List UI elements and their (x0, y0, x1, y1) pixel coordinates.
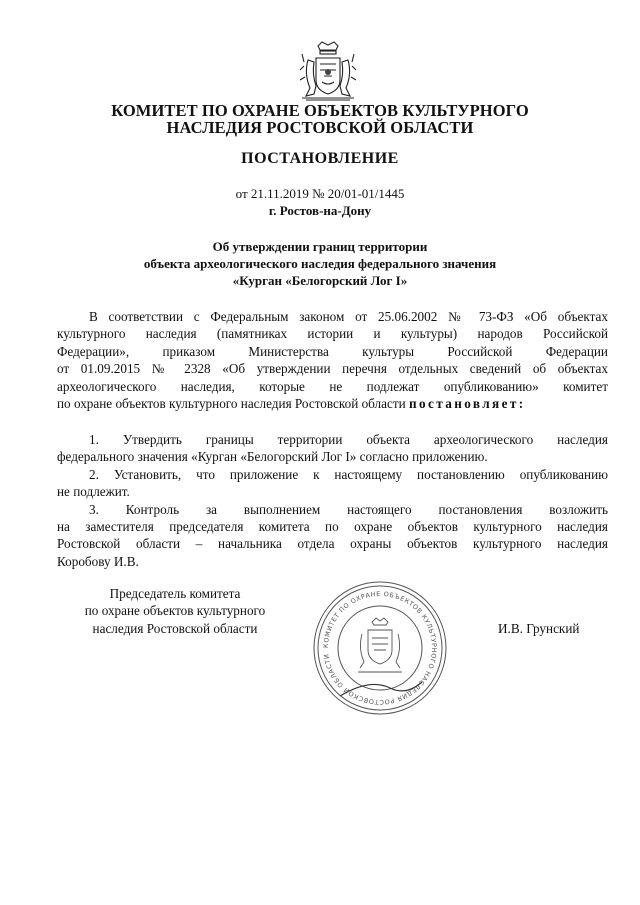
subject-line-3: «Курган «Белогорский Лог I» (232, 273, 408, 288)
organization-line-1: КОМИТЕТ ПО ОХРАНЕ ОБЪЕКТОВ КУЛЬТУРНОГО (111, 101, 529, 120)
signatory-title (60, 585, 290, 637)
organization-line-2: НАСЛЕДИЯ РОСТОВСКОЙ ОБЛАСТИ (166, 118, 474, 137)
preamble-line: Федерации», приказом Министерства культуры Российской Федерации (57, 343, 608, 359)
decree-items (57, 431, 608, 570)
item-2-line-2: не подлежит. (57, 484, 130, 500)
signer-name: И.В. Грунский (498, 621, 580, 636)
coat-of-arms-icon (296, 40, 360, 102)
subject-line-2: объекта археологического наследия федерального значения (143, 256, 497, 271)
preamble-line: В соответствии с Федеральным законом от 25.06.2002 № 73-ФЗ «Об объектах (89, 309, 608, 324)
item-3-line-4: Коробову И.В. (57, 553, 139, 569)
item-1-line-2: федерального значения «Курган «Белогорский Лог I» согласно приложению. (57, 449, 488, 465)
item-3-line-1: 3. Контроль за выполнением настоящего постановления возложить (89, 501, 608, 517)
date-and-number: от 21.11.2019 № 20/01-01/1445 (235, 186, 405, 201)
preamble-paragraph (57, 308, 608, 412)
item-1-line-1: 1. Утвердить границы территории объекта археологического наследия (89, 432, 608, 447)
preamble-line-text: по охране объектов культурного наследия Ростовской области (57, 396, 406, 412)
item-3-line-3: Ростовской области – начальника отдела охраны объектов культурного наследия (57, 536, 608, 552)
preamble-line: культурного наследия (памятниках истории и культуры) народов Российской (57, 326, 608, 342)
document-subject (40, 238, 600, 289)
organization-name (40, 102, 600, 136)
preamble-last-line (57, 395, 608, 412)
decree-word: постановляет: (408, 396, 526, 412)
signatory-title-line-2: по охране объектов культурного (84, 603, 266, 619)
preamble-line: археологического наследия, которые не подлежат опубликованию» комитет (57, 378, 608, 394)
signatory-title-line-3: наследия Ростовской области (92, 620, 258, 636)
city: г. Ростов-на-Дону (268, 203, 372, 218)
preamble-line: от 01.09.2015 № 2328 «Об утверждении перечня отдельных сведений об объектах (57, 361, 608, 377)
signatory-title-line-1: Председатель комитета (109, 586, 241, 601)
item-3-line-2: на заместителя председателя комитета по охране объектов культурного наследия (57, 519, 608, 535)
svg-text:КОМИТЕТ ПО ОХРАНЕ ОБЪЕКТОВ КУЛ (322, 590, 438, 706)
official-seal-icon (310, 578, 450, 718)
item-2-line-1: 2. Установить, что приложение к настоящему постановлению опубликованию (89, 466, 608, 482)
document-type: ПОСТАНОВЛЕНИЕ (241, 150, 399, 167)
subject-line-1: Об утверждении границ территории (212, 239, 428, 254)
seal-text: КОМИТЕТ ПО ОХРАНЕ ОБЪЕКТОВ КУЛЬТУРНОГО НАСЛЕДИЯ РОСТОВСКОЙ ОБЛАСТИ (321, 589, 439, 707)
